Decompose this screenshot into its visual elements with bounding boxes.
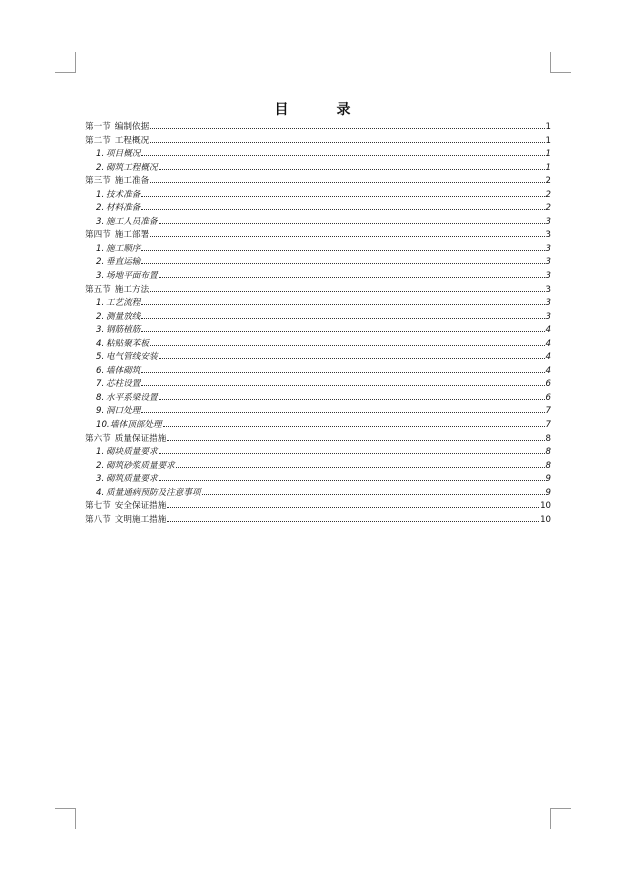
- toc-item-number: 2.: [96, 311, 105, 322]
- toc-item-number: 2.: [96, 257, 105, 268]
- toc-subsection-entry[interactable]: [85, 419, 551, 433]
- toc-entry-label: [85, 229, 149, 243]
- toc-subsection-entry[interactable]: [85, 405, 551, 419]
- toc-section-number: 第七节: [85, 501, 111, 512]
- toc-page-number: 6: [545, 392, 551, 403]
- toc-section-text: 质量保证措施: [114, 433, 167, 444]
- toc-subsection-entry[interactable]: [85, 324, 551, 338]
- toc-page-number: 3: [545, 257, 551, 268]
- toc-dot-leader: [141, 318, 544, 319]
- toc-entry-label: [85, 514, 166, 528]
- toc-entry-label: [96, 365, 140, 379]
- toc-item-number: 3.: [96, 271, 105, 282]
- toc-entry-label: [85, 284, 149, 298]
- toc-dot-leader: [159, 480, 545, 481]
- toc-subsection-entry[interactable]: [85, 189, 551, 203]
- toc-entry-label: [96, 351, 158, 365]
- toc-page-number: 4: [545, 365, 551, 376]
- toc-dot-leader: [167, 507, 539, 508]
- toc-dot-leader: [159, 358, 545, 359]
- toc-page-number: 3: [545, 284, 551, 295]
- toc-section-entry[interactable]: [85, 135, 551, 149]
- toc-page-number: 4: [545, 325, 551, 336]
- crop-mark-bottom-right: [550, 808, 571, 829]
- toc-dot-leader: [141, 385, 544, 386]
- toc-page-number: 3: [545, 243, 551, 254]
- crop-mark-bottom-left: [55, 808, 76, 829]
- toc-entry-label: [85, 135, 149, 149]
- toc-section-entry[interactable]: [85, 500, 551, 514]
- toc-page-number: 3: [545, 271, 551, 282]
- toc-item-text: 电气管线安装: [106, 352, 158, 363]
- toc-subsection-entry[interactable]: [85, 270, 551, 284]
- toc-page-number: 1: [545, 149, 551, 160]
- toc-item-text: 墙体砌筑: [106, 365, 141, 376]
- toc-dot-leader: [141, 372, 544, 373]
- toc-page-number: 3: [545, 230, 551, 241]
- toc-dot-leader: [159, 399, 545, 400]
- toc-dot-leader: [150, 345, 545, 346]
- toc-dot-leader: [150, 142, 544, 143]
- toc-item-text: 墙体顶部处理: [110, 420, 162, 431]
- toc-dot-leader: [141, 155, 544, 156]
- toc-item-number: 6.: [96, 365, 105, 376]
- toc-page-number: 7: [545, 406, 551, 417]
- toc-dot-leader: [141, 263, 544, 264]
- toc-dot-leader: [202, 494, 545, 495]
- toc-entry-label: [96, 243, 140, 257]
- toc-item-number: 10.: [96, 420, 110, 431]
- toc-subsection-entry[interactable]: [85, 162, 551, 176]
- toc-section-entry[interactable]: [85, 175, 551, 189]
- toc-dot-leader: [141, 250, 544, 251]
- toc-item-number: 2.: [96, 460, 105, 471]
- toc-dot-leader: [150, 182, 544, 183]
- toc-page-number: 4: [545, 352, 551, 363]
- toc-page-number: 2: [545, 176, 551, 187]
- toc-page-number: 2: [545, 189, 551, 200]
- toc-item-number: 9.: [96, 406, 105, 417]
- toc-page-number: 10: [540, 514, 551, 525]
- toc-entry-label: [96, 392, 158, 406]
- toc-entry-label: [85, 433, 166, 447]
- toc-entry-label: [96, 162, 158, 176]
- toc-section-text: 施工准备: [114, 176, 150, 187]
- toc-item-number: 4.: [96, 487, 105, 498]
- toc-subsection-entry[interactable]: [85, 311, 551, 325]
- crop-mark-top-right: [550, 52, 571, 73]
- toc-dot-leader: [141, 209, 544, 210]
- toc-section-entry[interactable]: [85, 229, 551, 243]
- toc-entry-label: [96, 473, 158, 487]
- toc-subsection-entry[interactable]: [85, 297, 551, 311]
- toc-section-number: 第二节: [85, 135, 111, 146]
- toc-item-number: 3.: [96, 325, 105, 336]
- toc-page-number: 1: [545, 122, 551, 132]
- toc-dot-leader: [141, 331, 544, 332]
- toc-section-number: 第一节: [85, 122, 111, 132]
- toc-item-number: 3.: [96, 474, 105, 485]
- toc-section-text: 编制依据: [114, 122, 150, 132]
- toc-item-text: 砌筑质量要求: [106, 474, 158, 485]
- toc-item-text: 粘贴聚苯板: [106, 338, 149, 349]
- toc-item-text: 垂直运输: [106, 257, 141, 268]
- toc-dot-leader: [150, 291, 544, 292]
- toc-section-text: 施工方法: [114, 284, 150, 295]
- toc-item-number: 1.: [96, 243, 105, 254]
- toc-section-entry[interactable]: [85, 433, 551, 447]
- toc-entry-label: [96, 487, 201, 501]
- toc-entry-label: [96, 270, 158, 284]
- toc-item-text: 工艺流程: [106, 298, 141, 309]
- toc-item-number: 1.: [96, 447, 105, 458]
- toc-entry-label: [96, 202, 140, 216]
- toc-entry-label: [96, 460, 175, 474]
- toc-entry-label: [96, 378, 140, 392]
- toc-entry-label: [96, 297, 140, 311]
- toc-page-number: 9: [545, 487, 551, 498]
- toc-page-number: 9: [545, 474, 551, 485]
- toc-page-number: 7: [545, 420, 551, 431]
- toc-entry-label: [96, 446, 158, 460]
- toc-item-text: 材料准备: [106, 203, 141, 214]
- toc-page-number: 3: [545, 216, 551, 227]
- toc-section-entry[interactable]: [85, 284, 551, 298]
- toc-item-text: 砌筑砂浆质量要求: [106, 460, 175, 471]
- toc-item-text: 水平系梁设置: [106, 392, 158, 403]
- toc-section-number: 第五节: [85, 284, 111, 295]
- toc-subsection-entry[interactable]: [85, 148, 551, 162]
- toc-item-text: 砌筑工程概况: [106, 162, 158, 173]
- toc-subsection-entry[interactable]: [85, 392, 551, 406]
- toc-title: [0, 100, 625, 120]
- toc-section-entry[interactable]: [85, 514, 551, 528]
- toc-dot-leader: [167, 521, 539, 522]
- toc-subsection-entry[interactable]: [85, 256, 551, 270]
- toc-item-number: 5.: [96, 352, 105, 363]
- toc-item-text: 芯柱设置: [106, 379, 141, 390]
- toc-page-number: 2: [545, 203, 551, 214]
- toc-section-number: 第三节: [85, 176, 111, 187]
- toc-item-text: 技术准备: [106, 189, 141, 200]
- toc-section-text: 工程概况: [114, 135, 150, 146]
- toc-item-text: 测量放线: [106, 311, 141, 322]
- toc-entry-label: [85, 121, 149, 135]
- toc-entry-label: [96, 338, 149, 352]
- toc-subsection-entry[interactable]: [85, 243, 551, 257]
- toc-item-text: 砌块质量要求: [106, 447, 158, 458]
- toc-item-number: 1.: [96, 189, 105, 200]
- toc-dot-leader: [167, 440, 544, 441]
- toc-entry-label: [96, 405, 140, 419]
- toc-entry-label: [85, 175, 149, 189]
- toc-dot-leader: [159, 277, 545, 278]
- toc-entry-label: [85, 500, 166, 514]
- toc-item-number: 8.: [96, 392, 105, 403]
- toc-entry-label: [96, 148, 140, 162]
- toc-dot-leader: [159, 169, 545, 170]
- toc-item-text: 钢筋植筋: [106, 325, 141, 336]
- toc-section-text: 文明施工措施: [114, 514, 167, 525]
- toc-page-number: 4: [545, 338, 551, 349]
- toc-item-number: 7.: [96, 379, 105, 390]
- toc-page-number: 3: [545, 298, 551, 309]
- toc-entry-label: [96, 189, 140, 203]
- toc-page-number: 6: [545, 379, 551, 390]
- toc-section-number: 第八节: [85, 514, 111, 525]
- toc-item-text: 质量通病预防及注意事项: [106, 487, 201, 498]
- toc-dot-leader: [141, 412, 544, 413]
- toc-page-number: 8: [545, 447, 551, 458]
- toc-subsection-entry[interactable]: [85, 216, 551, 230]
- crop-mark-top-left: [55, 52, 76, 73]
- toc-subsection-entry[interactable]: [85, 460, 551, 474]
- toc-dot-leader: [176, 467, 545, 468]
- toc-subsection-entry[interactable]: [85, 351, 551, 365]
- toc-item-number: 1.: [96, 149, 105, 160]
- toc-section-number: 第四节: [85, 230, 111, 241]
- toc-page-number: 1: [545, 162, 551, 173]
- toc-item-number: 4.: [96, 338, 105, 349]
- toc-dot-leader: [159, 223, 545, 224]
- toc-subsection-entry[interactable]: [85, 487, 551, 501]
- toc-subsection-entry[interactable]: [85, 202, 551, 216]
- toc-dot-leader: [150, 128, 544, 129]
- toc-section-text: 施工部署: [114, 230, 150, 241]
- toc-page-number: 10: [540, 501, 551, 512]
- toc-entry-label: [96, 324, 140, 338]
- toc-item-text: 场地平面布置: [106, 271, 158, 282]
- toc-title-part2: 录: [336, 102, 351, 118]
- toc-dot-leader: [141, 304, 544, 305]
- toc-item-text: 项目概况: [106, 149, 141, 160]
- toc-page-number: 8: [545, 460, 551, 471]
- toc-subsection-entry[interactable]: [85, 473, 551, 487]
- toc-dot-leader: [163, 426, 545, 427]
- table-of-contents: [85, 121, 551, 527]
- toc-item-number: 2.: [96, 203, 105, 214]
- toc-dot-leader: [159, 453, 545, 454]
- toc-item-text: 施工顺序: [106, 243, 141, 254]
- toc-title-part1: 目: [274, 102, 289, 118]
- toc-dot-leader: [141, 196, 544, 197]
- toc-subsection-entry[interactable]: [85, 378, 551, 392]
- toc-item-number: 3.: [96, 216, 105, 227]
- toc-entry-label: [96, 311, 140, 325]
- toc-entry-label: [96, 216, 158, 230]
- toc-subsection-entry[interactable]: [85, 365, 551, 379]
- toc-section-number: 第六节: [85, 433, 111, 444]
- toc-subsection-entry[interactable]: [85, 338, 551, 352]
- toc-subsection-entry[interactable]: [85, 446, 551, 460]
- toc-section-text: 安全保证措施: [114, 501, 167, 512]
- toc-item-text: 洞口处理: [106, 406, 141, 417]
- toc-entry-label: [96, 256, 140, 270]
- toc-page-number: 1: [545, 135, 551, 146]
- toc-item-number: 2.: [96, 162, 105, 173]
- toc-item-text: 施工人员准备: [106, 216, 158, 227]
- toc-page-number: 8: [545, 433, 551, 444]
- toc-section-entry[interactable]: [85, 121, 551, 135]
- toc-entry-label: [96, 419, 162, 433]
- toc-item-number: 1.: [96, 298, 105, 309]
- toc-page-number: 3: [545, 311, 551, 322]
- toc-dot-leader: [150, 236, 544, 237]
